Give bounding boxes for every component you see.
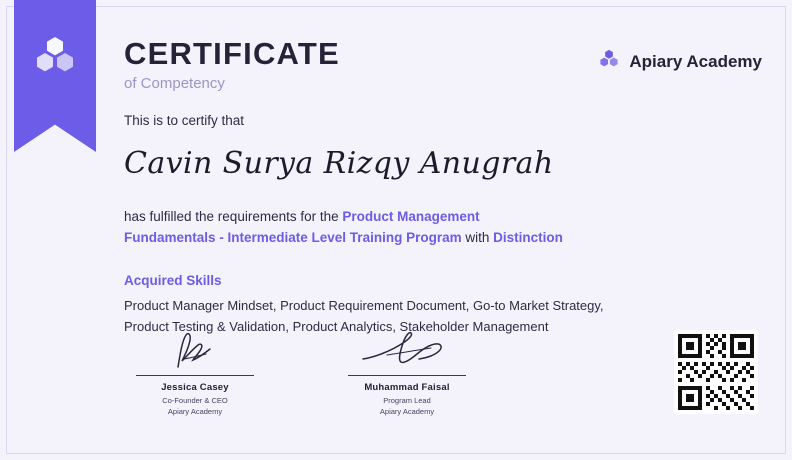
- handwritten-signature-icon: [120, 327, 270, 371]
- fulfilment-statement: [124, 207, 574, 249]
- signatory-role: [120, 396, 270, 418]
- hexagon-cluster-icon: [32, 33, 78, 79]
- qr-code-icon: [674, 330, 758, 414]
- signature-area: [120, 327, 482, 418]
- signatory-role: [332, 396, 482, 418]
- certificate-body: [124, 113, 644, 337]
- skills-heading: Acquired Skills: [124, 272, 222, 288]
- fulfilment-middle: with: [461, 229, 494, 245]
- signatory-name: Jessica Casey: [161, 382, 229, 394]
- grade-label: Distinction: [493, 229, 563, 245]
- signature-block: [120, 327, 270, 418]
- signatory-role-line1: Program Lead: [383, 396, 431, 406]
- certify-line: This is to certify that: [124, 113, 245, 128]
- hexagon-cluster-icon: [598, 48, 620, 75]
- signatory-role-line1: Co-Founder & CEO: [162, 396, 228, 406]
- program-name: Product Management Fundamentals - Intermediate Level Training Program: [124, 209, 480, 245]
- signature-block: [332, 327, 482, 418]
- skills-list: Product Manager Mindset, Product Requirement Document, Go-to Market Strategy, Product Testing & Validation, Product Analytics, Stakeholder Management: [124, 297, 604, 334]
- signature-rule: [136, 375, 254, 376]
- page-subtitle: of Competency: [124, 75, 225, 92]
- page-title: CERTIFICATE: [124, 36, 340, 71]
- signatory-name: Muhammad Faisal: [364, 382, 450, 394]
- signature-rule: [348, 375, 466, 376]
- signatory-org-line: Apiary Academy: [379, 407, 435, 417]
- brand-name: Apiary Academy: [629, 51, 762, 71]
- certificate-header: [124, 38, 340, 92]
- fulfilment-prefix: has fulfilled the requirements for the: [124, 209, 343, 224]
- signatory-org-line: Apiary Academy: [167, 407, 223, 417]
- recipient-name: Cavin Surya Rizqy Anugrah: [124, 146, 554, 181]
- handwritten-signature-icon: [332, 327, 482, 371]
- ribbon-banner: [14, 0, 96, 152]
- brand-lockup: [598, 48, 762, 75]
